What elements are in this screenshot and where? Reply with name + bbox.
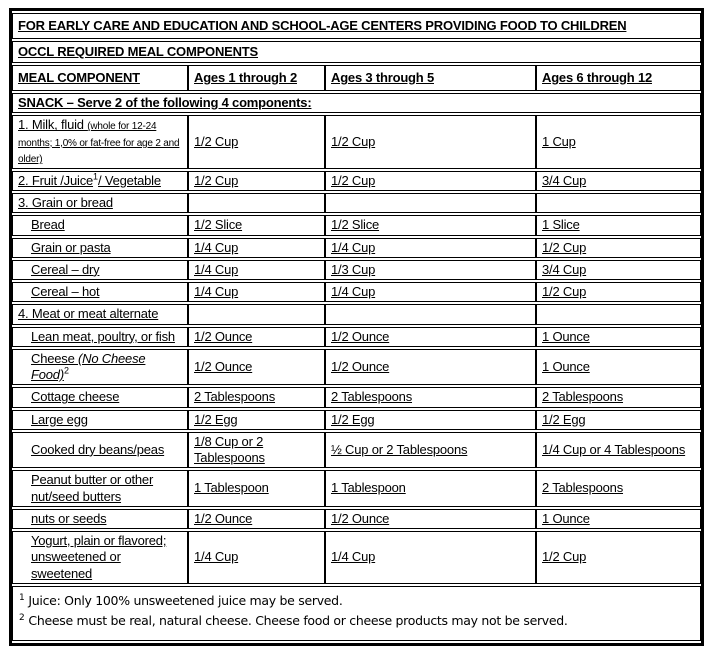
- meal-component-cell: [12, 432, 188, 469]
- portion-cell: [188, 193, 325, 213]
- snack-section-header: SNACK – Serve 2 of the following 4 components:: [18, 95, 312, 110]
- portion-cell: 1/2 Cup: [325, 171, 536, 191]
- component-label-post: / Vegetable: [98, 172, 161, 188]
- table-row: [12, 93, 701, 113]
- portion-cell: 1 Tablespoon: [325, 470, 536, 507]
- component-label: Bread: [31, 217, 65, 233]
- table-row: [12, 387, 701, 407]
- footnote-1-text: Juice: Only 100% unsweetened juice may be served.: [28, 592, 343, 608]
- portion-cell: 1/2 Cup: [536, 238, 701, 258]
- component-label: 2. Fruit /Juice: [18, 172, 94, 188]
- footnote-1-marker: 1: [19, 592, 25, 603]
- portion-cell: 1/3 Cup: [325, 260, 536, 280]
- component-label: 4. Meat or meat alternate: [18, 306, 159, 322]
- portion-cell: ½ Cup or 2 Tablespoons: [325, 432, 536, 469]
- table-row: [12, 115, 701, 169]
- footnote-row: [12, 586, 701, 641]
- component-label: Grain or pasta: [31, 239, 111, 255]
- col-header-ages-1-2: Ages 1 through 2: [188, 65, 325, 91]
- component-label: Yogurt, plain or flavored; unsweetened or sweetened: [31, 533, 167, 581]
- component-label: Cooked dry beans/peas: [31, 441, 165, 457]
- table-row: [12, 304, 701, 324]
- portion-cell: [536, 304, 701, 324]
- portion-cell: 1/2 Egg: [536, 410, 701, 430]
- meal-components-table: [9, 8, 704, 646]
- portion-cell: 1/4 Cup: [325, 531, 536, 584]
- footnotes-cell: [12, 586, 701, 641]
- component-label: 3. Grain or bread: [18, 195, 113, 210]
- portion-cell: 1 Ounce: [536, 327, 701, 347]
- table-row: [12, 327, 701, 347]
- col-header-ages-3-5: Ages 3 through 5: [325, 65, 536, 91]
- footnote-1: [19, 593, 694, 609]
- portion-cell: 1/2 Cup: [188, 171, 325, 191]
- portion-cell: 2 Tablespoons: [536, 387, 701, 407]
- meal-component-cell: [12, 115, 188, 169]
- meal-component-cell: [12, 260, 188, 280]
- component-label: Cereal – dry: [31, 261, 100, 277]
- table-row: [12, 432, 701, 469]
- portion-cell: 1/2 Slice: [188, 215, 325, 235]
- table-title-cell: [12, 13, 701, 39]
- portion-cell: 1/2 Cup: [188, 115, 325, 169]
- table-title: FOR EARLY CARE AND EDUCATION AND SCHOOL-AGE CENTERS PROVIDING FOOD TO CHILDREN: [18, 17, 627, 33]
- component-label-italic: (No Cheese Food): [31, 350, 146, 382]
- portion-cell: 1 Tablespoon: [188, 470, 325, 507]
- component-label: Peanut butter or other nut/seed butters: [31, 472, 154, 504]
- footnote-2-marker: 2: [19, 613, 25, 624]
- portion-cell: 1/4 Cup: [188, 238, 325, 258]
- table-row: [12, 193, 701, 213]
- table-row: [12, 171, 701, 191]
- portion-cell: 1 Ounce: [536, 349, 701, 386]
- meal-component-cell: [12, 304, 188, 324]
- portion-cell: 1/2 Cup: [536, 531, 701, 584]
- table-row: [12, 470, 701, 507]
- table-subtitle: OCCL REQUIRED MEAL COMPONENTS: [18, 43, 259, 59]
- portion-cell: 1/2 Ounce: [325, 327, 536, 347]
- meal-component-cell: [12, 387, 188, 407]
- meal-component-cell: [12, 238, 188, 258]
- portion-cell: 1/2 Ounce: [188, 509, 325, 529]
- table-row: [12, 531, 701, 584]
- portion-cell: 1/4 Cup: [188, 282, 325, 302]
- footnote-ref-1: 1: [93, 171, 99, 182]
- portion-cell: 1/2 Slice: [325, 215, 536, 235]
- portion-cell: 3/4 Cup: [536, 171, 701, 191]
- component-label: Cheese: [31, 350, 79, 366]
- meal-component-cell: [12, 193, 188, 213]
- portion-cell: 1 Cup: [536, 115, 701, 169]
- component-label: nuts or seeds: [31, 510, 107, 526]
- meal-component-cell: [12, 470, 188, 507]
- portion-cell: 1/8 Cup or 2 Tablespoons: [188, 432, 325, 469]
- portion-cell: 1/2 Ounce: [325, 349, 536, 386]
- portion-cell: 1 Slice: [536, 215, 701, 235]
- component-label: Lean meat, poultry, or fish: [31, 328, 175, 344]
- meal-component-cell: [12, 410, 188, 430]
- meal-component-cell: [12, 282, 188, 302]
- table-row: [12, 215, 701, 235]
- component-label-note: (whole for 12-24 months; 1,0% or fat-free for age 2 and older): [18, 121, 180, 166]
- portion-cell: 1/2 Ounce: [188, 349, 325, 386]
- snack-section-header-cell: [12, 93, 701, 113]
- portion-cell: [325, 304, 536, 324]
- table-row: [12, 238, 701, 258]
- meal-component-cell: [12, 509, 188, 529]
- portion-cell: 1/4 Cup: [188, 531, 325, 584]
- meal-component-cell: [12, 531, 188, 584]
- portion-cell: 2 Tablespoons: [536, 470, 701, 507]
- portion-cell: [325, 193, 536, 213]
- table-subtitle-cell: [12, 41, 701, 63]
- portion-cell: [188, 304, 325, 324]
- table-row: [12, 509, 701, 529]
- table-row: [12, 13, 701, 39]
- component-label: 1. Milk, fluid: [18, 117, 88, 133]
- col-header-meal-component: MEAL COMPONENT: [12, 65, 188, 91]
- portion-cell: 1 Ounce: [536, 509, 701, 529]
- portion-cell: 3/4 Cup: [536, 260, 701, 280]
- table-row: [12, 41, 701, 63]
- table-row: [12, 282, 701, 302]
- portion-cell: 1/2 Ounce: [188, 327, 325, 347]
- portion-cell: 1/2 Cup: [325, 115, 536, 169]
- portion-cell: 1/4 Cup: [325, 282, 536, 302]
- meal-component-cell: [12, 349, 188, 386]
- portion-cell: 1/2 Ounce: [325, 509, 536, 529]
- portion-cell: 2 Tablespoons: [188, 387, 325, 407]
- portion-cell: 1/4 Cup or 4 Tablespoons: [536, 432, 701, 469]
- footnote-ref-2: 2: [63, 365, 69, 376]
- table-row: [12, 260, 701, 280]
- portion-cell: 2 Tablespoons: [325, 387, 536, 407]
- footnote-2-text: Cheese must be real, natural cheese. Cheese food or cheese products may not be served.: [28, 613, 568, 629]
- portion-cell: 1/2 Egg: [188, 410, 325, 430]
- table-row: [12, 410, 701, 430]
- component-label: Cottage cheese: [31, 389, 120, 405]
- meal-component-cell: [12, 171, 188, 191]
- meal-component-cell: [12, 327, 188, 347]
- portion-cell: 1/4 Cup: [325, 238, 536, 258]
- column-header-row: [12, 65, 701, 91]
- component-label: Large egg: [31, 411, 88, 427]
- footnote-2: [19, 613, 694, 629]
- col-header-ages-6-12: Ages 6 through 12: [536, 65, 701, 91]
- portion-cell: 1/4 Cup: [188, 260, 325, 280]
- meal-component-cell: [12, 215, 188, 235]
- component-label: Cereal – hot: [31, 284, 100, 299]
- portion-cell: 1/2 Cup: [536, 282, 701, 302]
- table-row: [12, 349, 701, 386]
- portion-cell: 1/2 Egg: [325, 410, 536, 430]
- portion-cell: [536, 193, 701, 213]
